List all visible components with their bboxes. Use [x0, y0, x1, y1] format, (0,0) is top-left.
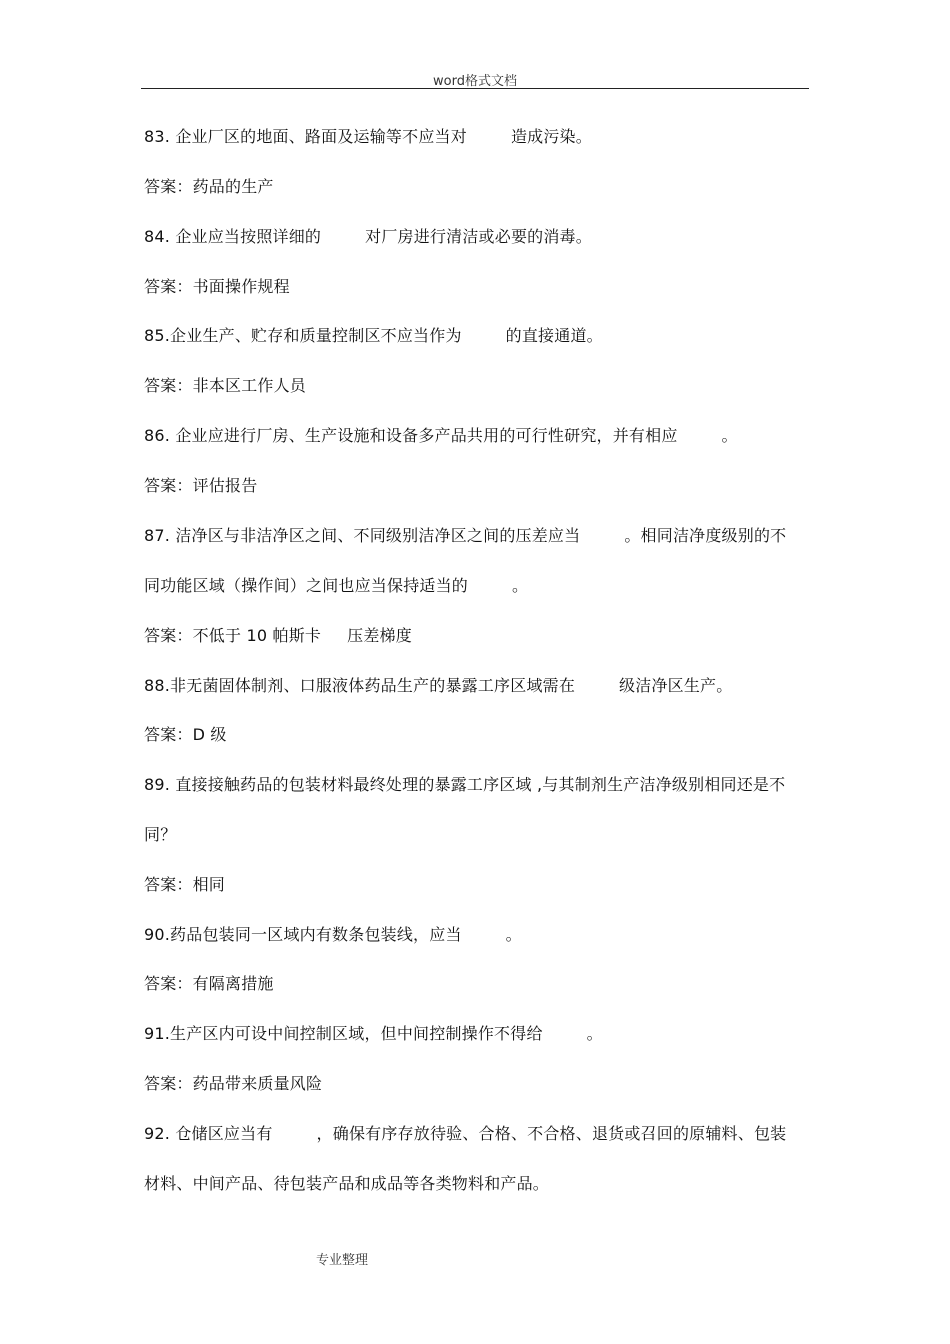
- answer-91: 答案：药品带来质量风险: [144, 1074, 323, 1093]
- answer-90: 答案：有隔离措施: [144, 974, 274, 993]
- answer-87: 答案：不低于 10 帕斯卡 压差梯度: [144, 626, 412, 645]
- page-header: word格式文档: [433, 74, 517, 89]
- question-88: 88.非无菌固体制剂、口服液体药品生产的暴露工序区域需在 级洁净区生产。: [144, 676, 733, 695]
- answer-86: 答案：评估报告: [144, 476, 258, 495]
- question-84: 84. 企业应当按照详细的 对厂房进行清洁或必要的消毒。: [144, 227, 592, 246]
- question-89: 89. 直接接触药品的包装材料最终处理的暴露工序区域 ,与其制剂生产洁净级别相同还是不: [144, 775, 786, 794]
- answer-83: 答案：药品的生产: [144, 177, 274, 196]
- question-86: 86. 企业应进行厂房、生产设施和设备多产品共用的可行性研究，并有相应 。: [144, 426, 738, 445]
- question-87-continued: 同功能区域（操作间）之间也应当保持适当的 。: [144, 576, 529, 595]
- question-92: 92. 仓储区应当有 ，确保有序存放待验、合格、不合格、退货或召回的原辅料、包装: [144, 1124, 787, 1143]
- answer-88: 答案：D 级: [144, 725, 227, 744]
- question-90: 90.药品包装同一区域内有数条包装线，应当 。: [144, 925, 522, 944]
- question-89-continued: 同？: [144, 825, 177, 844]
- question-92-continued: 材料、中间产品、待包装产品和成品等各类物料和产品。: [144, 1174, 550, 1193]
- question-91: 91.生产区内可设中间控制区域，但中间控制操作不得给 。: [144, 1024, 603, 1043]
- question-85: 85.企业生产、贮存和质量控制区不应当作为 的直接通道。: [144, 326, 603, 345]
- page-footer: 专业整理: [316, 1253, 369, 1268]
- answer-89: 答案：相同: [144, 875, 226, 894]
- question-87: 87. 洁净区与非洁净区之间、不同级别洁净区之间的压差应当 。相同洁净度级别的不: [144, 526, 787, 545]
- question-83: 83. 企业厂区的地面、路面及运输等不应当对 造成污染。: [144, 127, 592, 146]
- answer-84: 答案：书面操作规程: [144, 277, 290, 296]
- answer-85: 答案：非本区工作人员: [144, 376, 307, 395]
- header-rule: [141, 88, 809, 89]
